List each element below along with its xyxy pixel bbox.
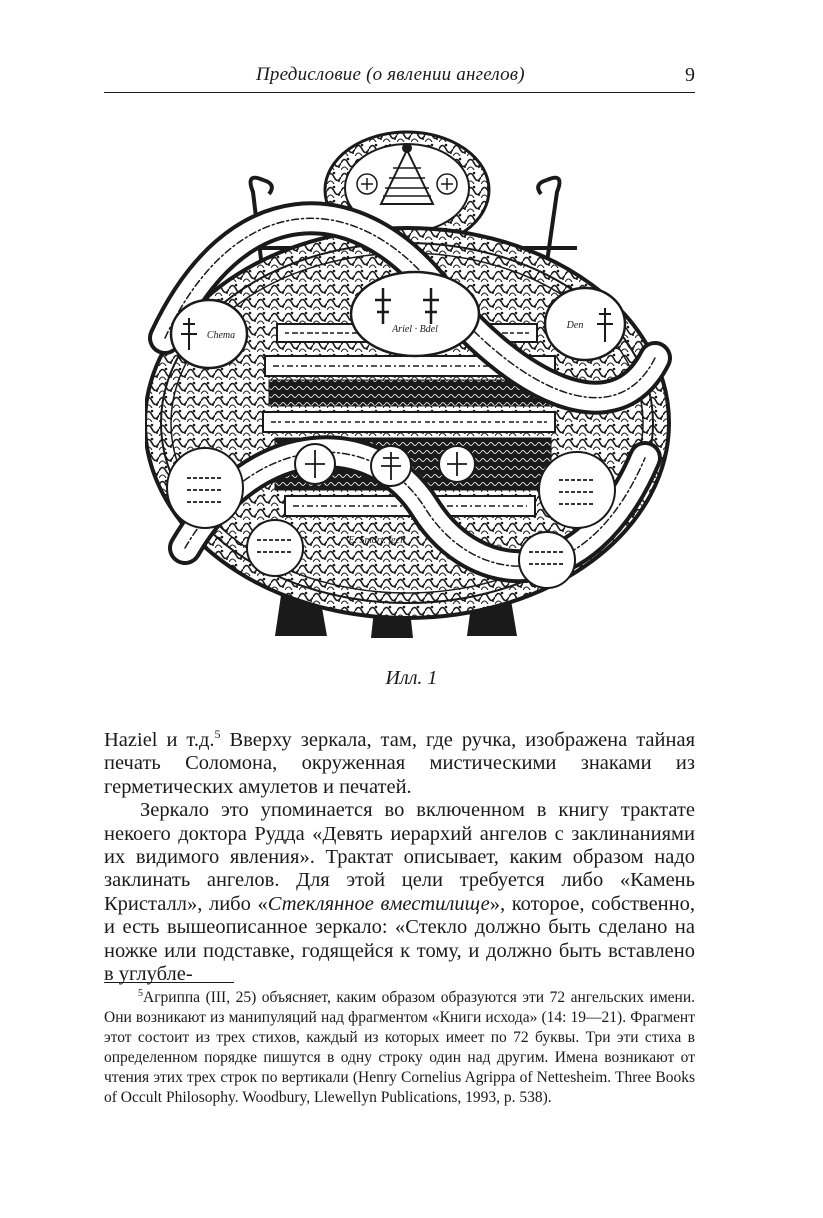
signature-scroll bbox=[347, 535, 405, 546]
right-seal-label: Den bbox=[566, 320, 584, 331]
running-head bbox=[104, 64, 695, 90]
p2-italic: Стеклянное вместилище bbox=[267, 892, 490, 915]
paragraph-2 bbox=[104, 799, 695, 986]
running-title: Предисловие (о явлении ангелов) bbox=[256, 64, 525, 85]
left-seal-label: Chema bbox=[206, 330, 236, 341]
page-number: 9 bbox=[685, 64, 695, 86]
p1-start: Haziel и т.д. bbox=[104, 729, 215, 751]
footnote-ref[interactable]: 5 bbox=[214, 727, 221, 742]
center-seal bbox=[351, 272, 479, 356]
p2-part-a: Зеркало это упоминается во включенном в книгу трактате некоего доктора Рудда «Девять иерархий ангелов с заклинаниями их видимого явления». Трактат описывает, каким образом надо заклинать ангелов. Для этой цели требуется либо «Камень Кристалл», либо « bbox=[104, 799, 695, 915]
footnote-rule bbox=[104, 982, 234, 983]
magic-mirror-illustration bbox=[145, 128, 675, 648]
engraver-signature: E. Smart. fecit bbox=[348, 535, 406, 546]
figure-caption: Илл. 1 bbox=[385, 667, 438, 689]
p2-part-b: », которое, собственно, и есть вышеописанное зеркало: «Стекло должно быть сделано на ножке или подставке, годящейся к тому, и должно быть вставлено в углубле- bbox=[104, 892, 695, 986]
p1-rest: Вверху зеркала, там, где ручка, изображена тайная печать Соломона, окруженная мистическими знаками из герметических амулетов и печатей. bbox=[104, 729, 696, 798]
footnote-marker: 5 bbox=[138, 987, 143, 999]
right-seal bbox=[545, 288, 625, 360]
header-rule bbox=[104, 92, 695, 93]
body-text bbox=[104, 729, 695, 986]
left-seal bbox=[171, 300, 247, 368]
paragraph-1 bbox=[104, 729, 695, 799]
center-seal-label: Ariel · Bdel bbox=[392, 324, 438, 335]
footnote bbox=[104, 988, 695, 1109]
footnote-text: Агриппа (III, 25) объясняет, каким образом образуются эти 72 ангельских имени. Они возникают из манипуляций над фрагментом «Книги исхода» (14: 19—21). Фрагмент этот состоит из трех стихов, каждый из которых имеет по 72 буквы. Три эти стиха в определенном порядке пишутся в одну строку один над другим. Имена возникают от чтения этих трех строк по вертикали (Henry Cornelius Agrippa of Nettesheim. Three Books of Occult Philosophy. Woodbury, Llewellyn Publications, 1993, p. 538). bbox=[104, 989, 695, 1107]
